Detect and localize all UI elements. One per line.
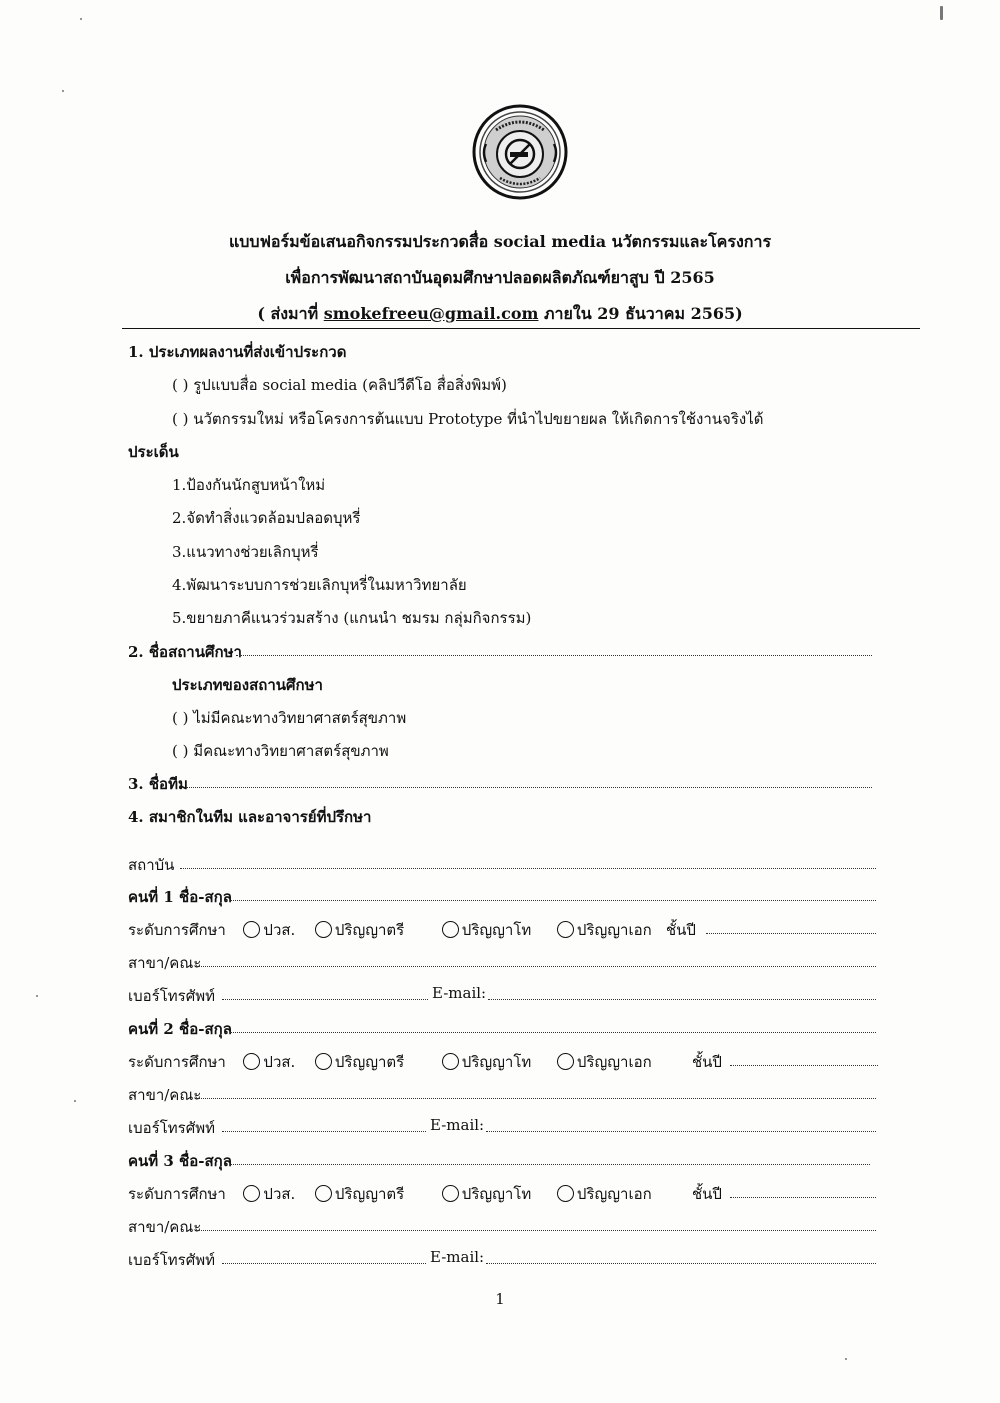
radio-bachelor[interactable]	[315, 1185, 332, 1202]
header-divider	[122, 328, 920, 329]
member3-edu-row	[128, 1182, 652, 1206]
edu-level-label: ระดับการศึกษา	[128, 1053, 226, 1071]
radio-master-label: ปริญญาโท	[461, 1053, 532, 1071]
institution-type-option-no-health[interactable]: ( ) ไม่มีคณะทางวิทยาศาสตร์สุขภาพ	[172, 709, 407, 727]
radio-vocational-label: ปวส.	[263, 1053, 296, 1071]
member2-email-label: E-mail:	[430, 1116, 485, 1134]
member3-email-label: E-mail:	[430, 1248, 485, 1266]
member1-year-label: ชั้นปี	[666, 921, 696, 939]
member3-major-field[interactable]	[196, 1230, 876, 1231]
institution-name-label: 2. ชื่อสถานศึกษา	[128, 643, 242, 661]
radio-master[interactable]	[442, 921, 459, 938]
member2-year-field[interactable]	[730, 1065, 878, 1066]
scan-speck	[845, 1358, 847, 1360]
member1-email-label: E-mail:	[432, 984, 487, 1002]
member2-name-field[interactable]	[230, 1032, 876, 1033]
scan-speck	[74, 1100, 76, 1102]
smoke-free-seal-logo	[472, 104, 568, 200]
institution-label: สถาบัน	[128, 856, 175, 874]
member1-edu-row	[128, 918, 652, 942]
member1-name-label: คนที่ 1 ชื่อ-สกุล	[128, 888, 232, 906]
scan-speck	[62, 90, 64, 92]
radio-master[interactable]	[442, 1185, 459, 1202]
member2-phone-field[interactable]	[222, 1131, 426, 1132]
topic-item: 2.จัดทำสิ่งแวดล้อมปลอดบุหรี่	[172, 509, 361, 527]
radio-vocational[interactable]	[243, 1053, 260, 1070]
institution-name-field[interactable]	[236, 655, 872, 656]
entry-type-option-innovation[interactable]: ( ) นวัตกรรมใหม่ หรือโครงการต้นแบบ Prototype ที่นำไปขยายผล ให้เกิดการใช้งานจริงได้	[172, 410, 764, 428]
section4-heading: 4. สมาชิกในทีม และอาจารย์ที่ปรึกษา	[128, 808, 372, 826]
member3-year-field[interactable]	[730, 1197, 876, 1198]
submission-deadline: ภายใน 29 ธันวาคม 2565)	[538, 304, 743, 323]
page-number: 1	[495, 1290, 505, 1308]
submission-email-link[interactable]: smokefreeu@gmail.com	[323, 304, 539, 323]
member1-phone-field[interactable]	[222, 999, 428, 1000]
edu-level-label: ระดับการศึกษา	[128, 921, 226, 939]
radio-doctorate[interactable]	[557, 1053, 574, 1070]
radio-master-label: ปริญญาโท	[461, 921, 532, 939]
member3-year-label: ชั้นปี	[692, 1185, 722, 1203]
member2-phone-label: เบอร์โทรศัพท์	[128, 1119, 216, 1137]
member3-major-label: สาขา/คณะ	[128, 1218, 202, 1236]
topic-item: 3.แนวทางช่วยเลิกบุหรี่	[172, 543, 319, 561]
radio-bachelor[interactable]	[315, 1053, 332, 1070]
section1-heading: 1. ประเภทผลงานที่ส่งเข้าประกวด	[128, 343, 347, 361]
member3-phone-label: เบอร์โทรศัพท์	[128, 1251, 216, 1269]
form-title-line1: แบบฟอร์มข้อเสนอกิจกรรมประกวดสื่อ social media นวัตกรรมและโครงการ	[228, 232, 772, 251]
submission-prefix: ( ส่งมาที่	[257, 304, 324, 323]
member3-name-label: คนที่ 3 ชื่อ-สกุล	[128, 1152, 232, 1170]
member2-name-label: คนที่ 2 ชื่อ-สกุล	[128, 1020, 232, 1038]
member3-name-field[interactable]	[230, 1164, 870, 1165]
radio-vocational[interactable]	[243, 1185, 260, 1202]
member1-major-label: สาขา/คณะ	[128, 954, 202, 972]
institution-type-option-health[interactable]: ( ) มีคณะทางวิทยาศาสตร์สุขภาพ	[172, 742, 389, 760]
member1-major-field[interactable]	[196, 966, 876, 967]
member1-email-field[interactable]	[488, 999, 876, 1000]
topic-item: 1.ป้องกันนักสูบหน้าใหม่	[172, 476, 326, 494]
radio-doctorate[interactable]	[557, 921, 574, 938]
topic-item: 5.ขยายภาคีแนวร่วมสร้าง (แกนนำ ชมรม กลุ่มกิจกรรม)	[172, 609, 532, 627]
member2-edu-row	[128, 1050, 652, 1074]
member1-year-field[interactable]	[706, 933, 876, 934]
member1-phone-label: เบอร์โทรศัพท์	[128, 987, 216, 1005]
radio-doctorate-label: ปริญญาเอก	[576, 1053, 652, 1071]
team-name-field[interactable]	[186, 787, 872, 788]
member1-name-field[interactable]	[230, 900, 876, 901]
radio-bachelor-label: ปริญญาตรี	[334, 1053, 405, 1071]
topic-item: 4.พัฒนาระบบการช่วยเลิกบุหรี่ในมหาวิทยาลัย	[172, 576, 467, 594]
form-title-line2: เพื่อการพัฒนาสถาบันอุดมศึกษาปลอดผลิตภัณฑ์ยาสูบ ปี 2565	[285, 268, 715, 287]
member3-email-field[interactable]	[486, 1263, 876, 1264]
team-name-label: 3. ชื่อทีม	[128, 775, 188, 793]
form-title-line3	[0, 302, 1000, 327]
radio-doctorate-label: ปริญญาเอก	[576, 1185, 652, 1203]
radio-master-label: ปริญญาโท	[461, 1185, 532, 1203]
topics-heading: ประเด็น	[128, 443, 179, 461]
institution-field[interactable]	[180, 868, 876, 869]
institution-type-heading: ประเภทของสถานศึกษา	[172, 676, 323, 694]
member2-year-label: ชั้นปี	[692, 1053, 722, 1071]
member2-major-field[interactable]	[196, 1098, 876, 1099]
radio-bachelor-label: ปริญญาตรี	[334, 1185, 405, 1203]
scan-speck	[36, 995, 38, 997]
radio-bachelor[interactable]	[315, 921, 332, 938]
radio-doctorate[interactable]	[557, 1185, 574, 1202]
member3-phone-field[interactable]	[222, 1263, 426, 1264]
radio-vocational-label: ปวส.	[263, 1185, 296, 1203]
scan-speck	[940, 6, 943, 20]
radio-master[interactable]	[442, 1053, 459, 1070]
member2-email-field[interactable]	[486, 1131, 876, 1132]
scan-speck	[80, 18, 82, 20]
entry-type-option-social-media[interactable]: ( ) รูปแบบสื่อ social media (คลิปวีดีโอ สื่อสิ่งพิมพ์)	[172, 376, 507, 394]
radio-vocational-label: ปวส.	[263, 921, 296, 939]
radio-doctorate-label: ปริญญาเอก	[576, 921, 652, 939]
radio-bachelor-label: ปริญญาตรี	[334, 921, 405, 939]
edu-level-label: ระดับการศึกษา	[128, 1185, 226, 1203]
member2-major-label: สาขา/คณะ	[128, 1086, 202, 1104]
radio-vocational[interactable]	[243, 921, 260, 938]
